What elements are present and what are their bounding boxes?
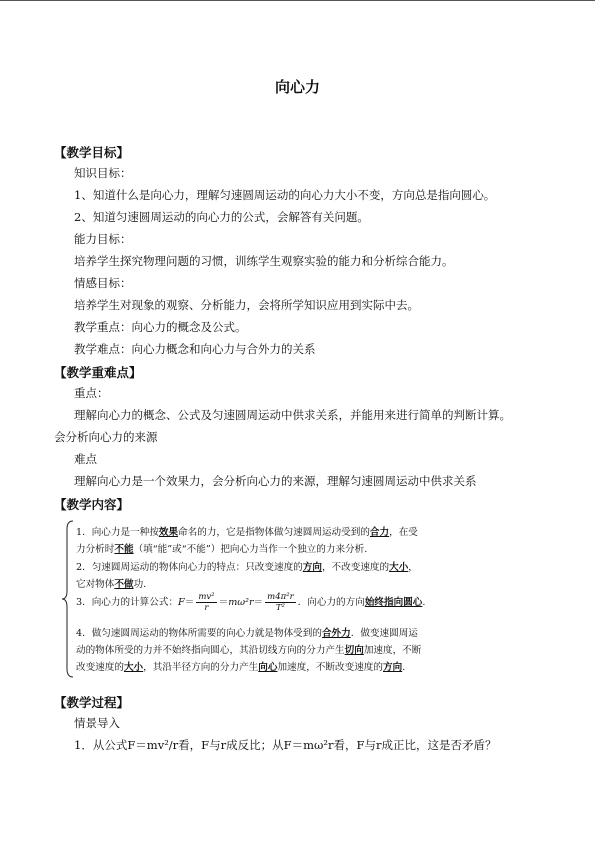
key-line: 理解向心力是一个效果力，会分析向心力的来源，理解匀速圆周运动中供求关系 bbox=[74, 474, 477, 488]
key-line: 理解向心力的概念、公式及匀速圆周运动中供求关系，并能用来进行简单的判断计算。 bbox=[74, 408, 511, 422]
key-line: 难点 bbox=[74, 452, 97, 466]
header-rule bbox=[0, 0, 595, 1]
box-line-8: 改变速度的大小，其沿半径方向的分力产生向心加速度，不断改变速度的方向. bbox=[76, 662, 406, 673]
goals-line: 教学难点：向心力概念和向心力与合外力的关系 bbox=[74, 342, 316, 356]
box-line-1: 1．向心力是一种按效果命名的力，它是指物体做匀速圆周运动受到的合力，在受 bbox=[76, 527, 418, 538]
box-line-7: 动的物体所受的力并不始终指向圆心，其沿切线方向的分力产生切向加速度，不断 bbox=[76, 645, 422, 656]
box-line-6: 4．做匀速圆周运动的物体所需要的向心力就是物体受到的合外力．做变速圆周运 bbox=[76, 628, 418, 639]
fraction-m4pi2r-T2: $\frac{\text{m4π²r}}{\text{T²}}$ bbox=[267, 592, 294, 613]
goals-line: 培养学生对现象的观察、分析能力，会将所学知识应用到实际中去。 bbox=[74, 298, 419, 312]
process-line: 1．从公式F＝mv²/r看，F与r成反比；从F＝mω²r看，F与r成正比，这是否矛盾？ bbox=[74, 738, 497, 752]
left-brace bbox=[62, 519, 76, 679]
page-title: 向心力 bbox=[274, 78, 320, 96]
goals-line: 培养学生探究物理问题的习惯，训练学生观察实验的能力和分析综合能力。 bbox=[74, 254, 454, 268]
content-summary-box bbox=[62, 519, 462, 679]
box-line-3: 2．匀速圆周运动的物体向心力的特点：只改变速度的方向，不改变速度的大小， bbox=[76, 562, 418, 573]
process-line: 情景导入 bbox=[74, 716, 120, 730]
goals-line: 能力目标： bbox=[74, 232, 132, 246]
goals-line: 教学重点：向心力的概念及公式。 bbox=[74, 320, 247, 334]
goals-line: 2、知道匀速圆周运动的向心力的公式，会解答有关问题。 bbox=[74, 210, 369, 224]
section-heading-key-points: 【教学重难点】 bbox=[54, 365, 142, 380]
section-heading-goals: 【教学目标】 bbox=[54, 145, 130, 160]
box-line-2: 力分析时不能（填“能”或“不能”）把向心力当作一个独立的力来分析. bbox=[76, 544, 368, 555]
section-heading-content: 【教学内容】 bbox=[54, 497, 130, 512]
box-line-formula: 3．向心力的计算公式：F＝ $\frac{\text{mv²}}{r}$ ＝mω²r＝ $\frac{\text{m4π²r}}{\text{T²}}$ ．向心力的方向始终指向圆心. bbox=[76, 592, 426, 613]
fraction-mv2-r: $\frac{\text{mv²}}{r}$ bbox=[198, 592, 215, 613]
key-line: 会分析向心力的来源 bbox=[54, 430, 158, 444]
goals-line: 知识目标： bbox=[74, 166, 132, 180]
section-heading-process: 【教学过程】 bbox=[54, 695, 130, 710]
box-line-4: 它对物体不做功. bbox=[76, 579, 147, 590]
key-line: 重点： bbox=[74, 386, 109, 400]
goals-line: 1、知道什么是向心力，理解匀速圆周运动的向心力大小不变，方向总是指向圆心。 bbox=[74, 188, 496, 202]
goals-line: 情感目标： bbox=[74, 276, 132, 290]
